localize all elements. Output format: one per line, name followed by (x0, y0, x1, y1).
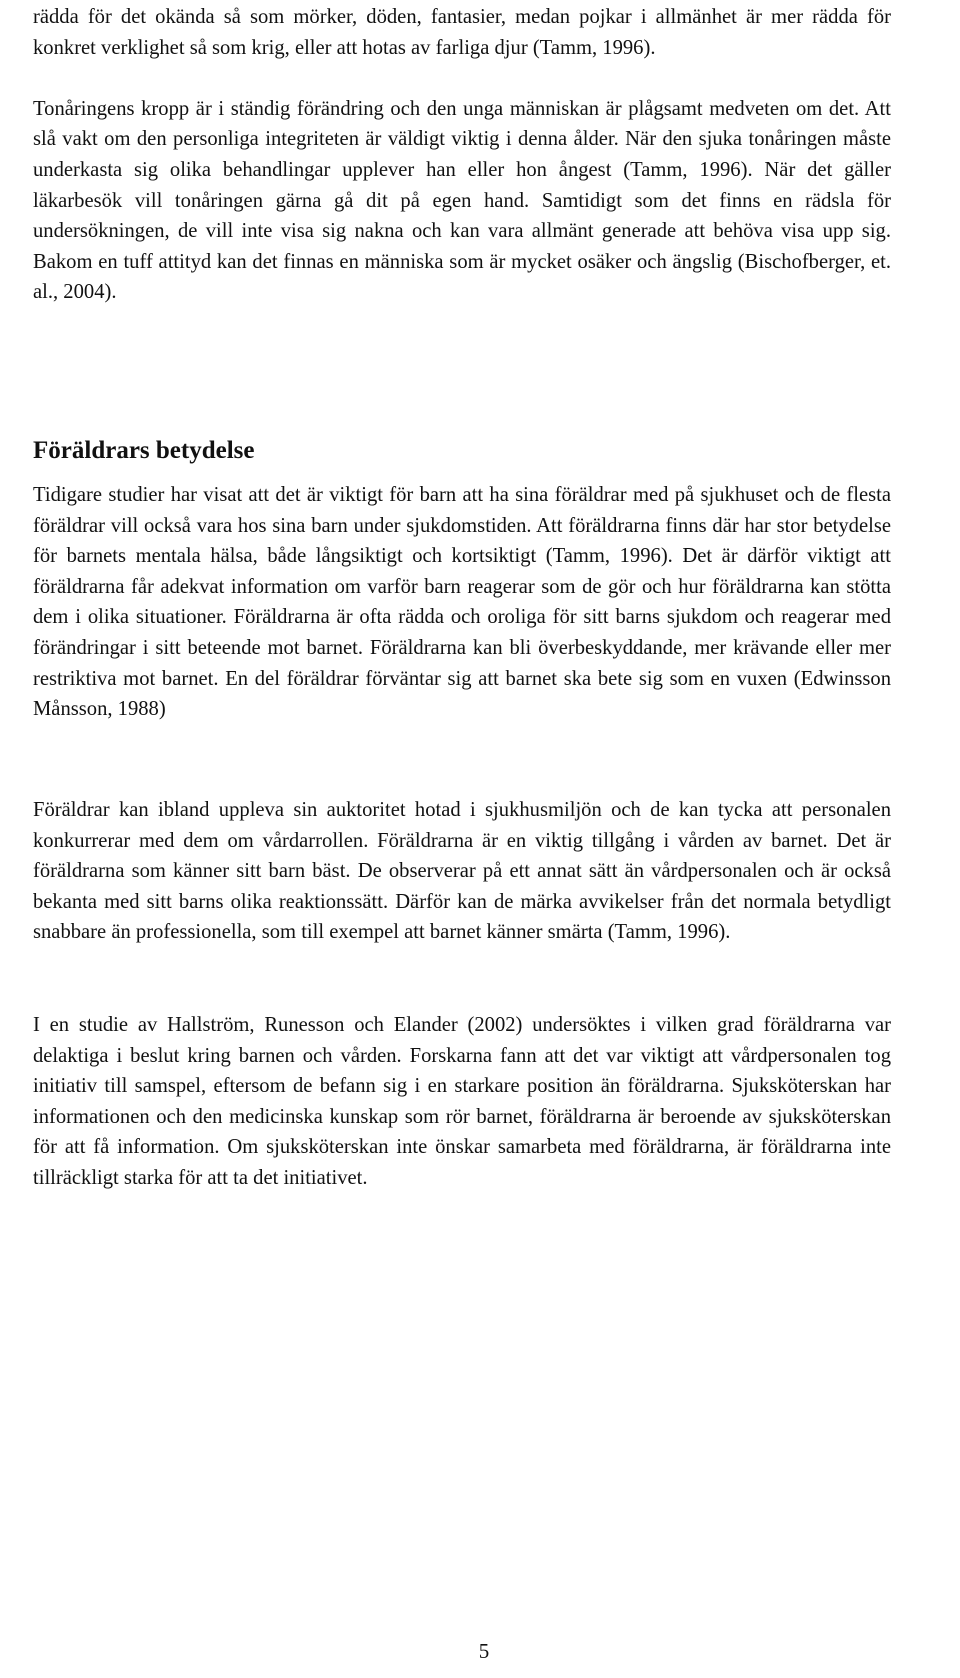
paragraph-fear-differences: rädda för det okända så som mörker, döden, fantasier, medan pojkar i allmänhet är mer rädda för konkret verklighet så som krig, eller att hotas av farliga djur (Tamm, 1996). (33, 6, 891, 59)
paragraph-parents-importance: Tidigare studier har visat att det är viktigt för barn att ha sina föräldrar med på sjukhuset och de flesta föräldrar vill också vara hos sina barn under sjukdomstiden. Att föräldrarna finns där har stor betydelse för barnets mentala hälsa, både långsiktigt och kortsiktigt (Tamm, 1996). Det är därför viktigt att föräldrarna får adekvat information om varför barn reagerar som de gör och hur föräldrarna kan stötta dem i olika situationer. Föräldrarna är ofta rädda och oroliga för sitt barns sjukdom och reagerar med förändringar i sitt beteende mot barnet. Föräldrarna kan bli överbeskyddande, mer krävande eller mer restriktiva mot barnet. En del föräldrar förväntar sig att barnet ska bete sig som en vuxen (Edwinsson Månsson, 1988) (33, 484, 891, 721)
page-number: 5 (478, 1639, 490, 1663)
paragraph-parents-authority: Föräldrar kan ibland uppleva sin auktoritet hotad i sjukhusmiljön och de kan tycka att personalen konkurrerar med dem om vårdarrollen. Föräldrarna är en viktig tillgång i vården av barnet. Det är föräldrarna som känner sitt barn bäst. De observerar på ett annat sätt än vårdpersonalen och är också bekanta med sitt barns olika reaktionssätt. Därför kan de märka avvikelser från det normala betydligt snabbare än professionella, som till exempel att barnet känner smärta (Tamm, 1996). (33, 799, 891, 944)
section-heading: Föräldrars betydelse (33, 437, 255, 464)
paragraph-teenager-body: Tonåringens kropp är i ständig förändring och den unga människan är plågsamt medveten om det. Att slå vakt om den personliga integriteten är väldigt viktig i denna ålder. När den sjuka tonåringen måste underkasta sig olika behandlingar upplever han eller hon ångest (Tamm, 1996). När det gäller läkarbesök vill tonåringen gärna gå dit på egen hand. Samtidigt som det finns en rädsla för undersökningen, de vill inte visa sig nakna och kan vara allmänt generade att behöva visa upp sig. Bakom en tuff attityd kan det finnas en människa som är mycket osäker och ängslig (Bischofberger, et. al., 2004). (33, 97, 891, 304)
continued-text (33, 2, 891, 308)
paragraph-study: I en studie av Hallström, Runesson och Elander (2002) undersöktes i vilken grad föräldrarna var delaktiga i beslut kring barnen och vården. Forskarna fann att det var viktigt att vårdpersonalen tog initiativ till samspel, eftersom de befann sig i en starkare position än föräldrarna. Sjuksköterskan har informationen och den medicinska kunskap som rör barnet, föräldrarna är beroende av sjuksköterskan för att få information. Om sjuksköterskan inte önskar samarbeta med föräldrarna, är föräldrarna inte tillräckligt starka för att ta det initiativet. (33, 1014, 891, 1189)
